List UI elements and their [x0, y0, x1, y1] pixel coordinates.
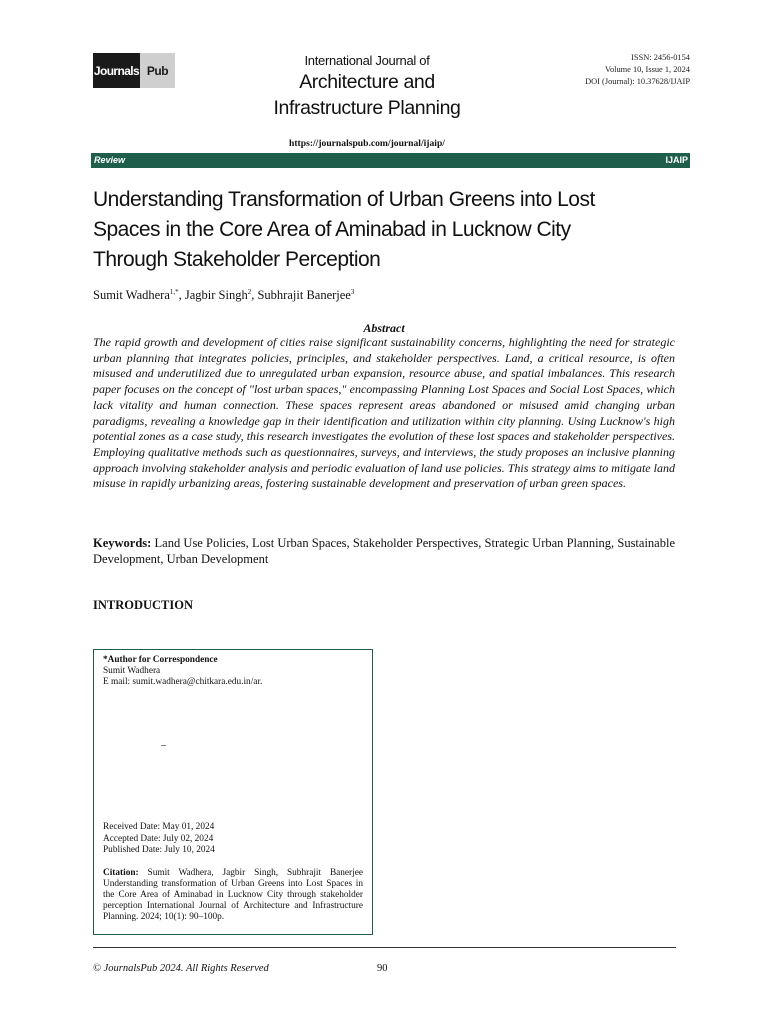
author-name: Sumit Wadhera [93, 288, 170, 303]
journalspub-logo [93, 53, 175, 88]
article-type: Review [94, 155, 126, 165]
page-number: 90 [377, 963, 388, 974]
author-separator: , [178, 288, 185, 303]
journal-prefix: International Journal of [304, 53, 430, 68]
received-date: Received Date: May 01, 2024 [103, 822, 215, 832]
author-list [93, 288, 693, 303]
journal-url[interactable]: https://journalspub.com/journal/ijaip/ [289, 138, 445, 149]
logo-left-text: Journals [93, 53, 140, 88]
journal-code: IJAIP [665, 155, 688, 165]
citation-label: Citation: [103, 868, 139, 878]
section-heading-introduction: INTRODUCTION [93, 598, 194, 612]
keywords-text: Land Use Policies, Lost Urban Spaces, Stakeholder Perspectives, Strategic Urban Planning, Sustainable Development, Urban Development [93, 536, 675, 566]
citation [103, 868, 363, 923]
dash-mark: – [161, 740, 166, 751]
title-line: Understanding Transformation of Urban Greens into Lost [93, 188, 595, 211]
dates-block [103, 822, 215, 857]
footer-copyright: © JournalsPub 2024. All Rights Reserved [93, 963, 269, 974]
keywords [93, 536, 675, 567]
author-separator: , [251, 288, 258, 303]
abstract-heading: Abstract [363, 321, 405, 335]
doi: DOI (Journal): 10.37628/IJAIP [585, 77, 690, 87]
article-title [93, 185, 693, 275]
author-affiliation: 1,* [169, 288, 179, 296]
abstract-text: The rapid growth and development of cities raise significant sustainability concerns, highlighting the need for strategic urban planning that integrates policies, principles, and stakeholder perspectives. Land, a critical resource, is often misused and underutilized due to unregulated urban expansion, resource abuse, and spatial imbalances. This research paper focuses on the concept of "lost urban spaces," encompassing Planning Lost Spaces and Social Lost Spaces, which lack vitality and human connection. These spaces represent areas abandoned or misused amid changing urban paradigms, revealing a knowledge gap in their identification and utilization within city planning. Using Lucknow's high potential zones as a case study, this research investigates the evolution of these lost spaces and stakeholder perspectives. Employing qualitative methods such as questionnaires, surveys, and interviews, the study proposes an inclusive planning approach involving stakeholder analysis and periodic evaluation of land use policies. This strategy aims to mitigate land misuse in rapidly urbanizing areas, fostering sustainable development and preservation of urban green spaces. [93, 335, 675, 491]
issn: ISSN: 2456-0154 [631, 53, 690, 62]
correspondence-email[interactable]: E mail: sumit.wadhera@chitkara.edu.in/ar. [103, 677, 263, 687]
journal-name-line2: Infrastructure Planning [273, 97, 461, 119]
logo-right-text: Pub [140, 53, 175, 88]
issn-block [585, 52, 690, 89]
journal-name-line1: Architecture and [299, 71, 435, 93]
footer-divider [93, 947, 676, 948]
author-affiliation: 2 [247, 288, 252, 296]
volume-issue: Volume 10, Issue 1, 2024 [605, 65, 690, 75]
citation-text: Sumit Wadhera, Jagbir Singh, Subhrajit Banerjee Understanding transformation of Urban Greens into Lost Spaces in the Core Area of Aminabad in Lucknow City through stakeholder perception International Journal of Architecture and Infrastructure Planning. 2024; 10(1): 90–100p. [103, 868, 363, 922]
correspondence-box [93, 649, 373, 935]
correspondence-name: Sumit Wadhera [103, 666, 161, 676]
accepted-date: Accepted Date: July 02, 2024 [103, 833, 214, 844]
author-name: Jagbir Singh [184, 288, 248, 303]
published-date: Published Date: July 10, 2024 [103, 845, 215, 855]
keywords-label: Keywords: [93, 536, 152, 550]
correspondence-heading: *Author for Correspondence [103, 655, 218, 665]
title-line: Spaces in the Core Area of Aminabad in Lucknow City [93, 218, 571, 241]
title-line: Through Stakeholder Perception [93, 248, 381, 271]
author-affiliation: 3 [350, 288, 355, 296]
author-name: Subhrajit Banerjee [257, 288, 351, 303]
article-type-band [91, 153, 690, 168]
